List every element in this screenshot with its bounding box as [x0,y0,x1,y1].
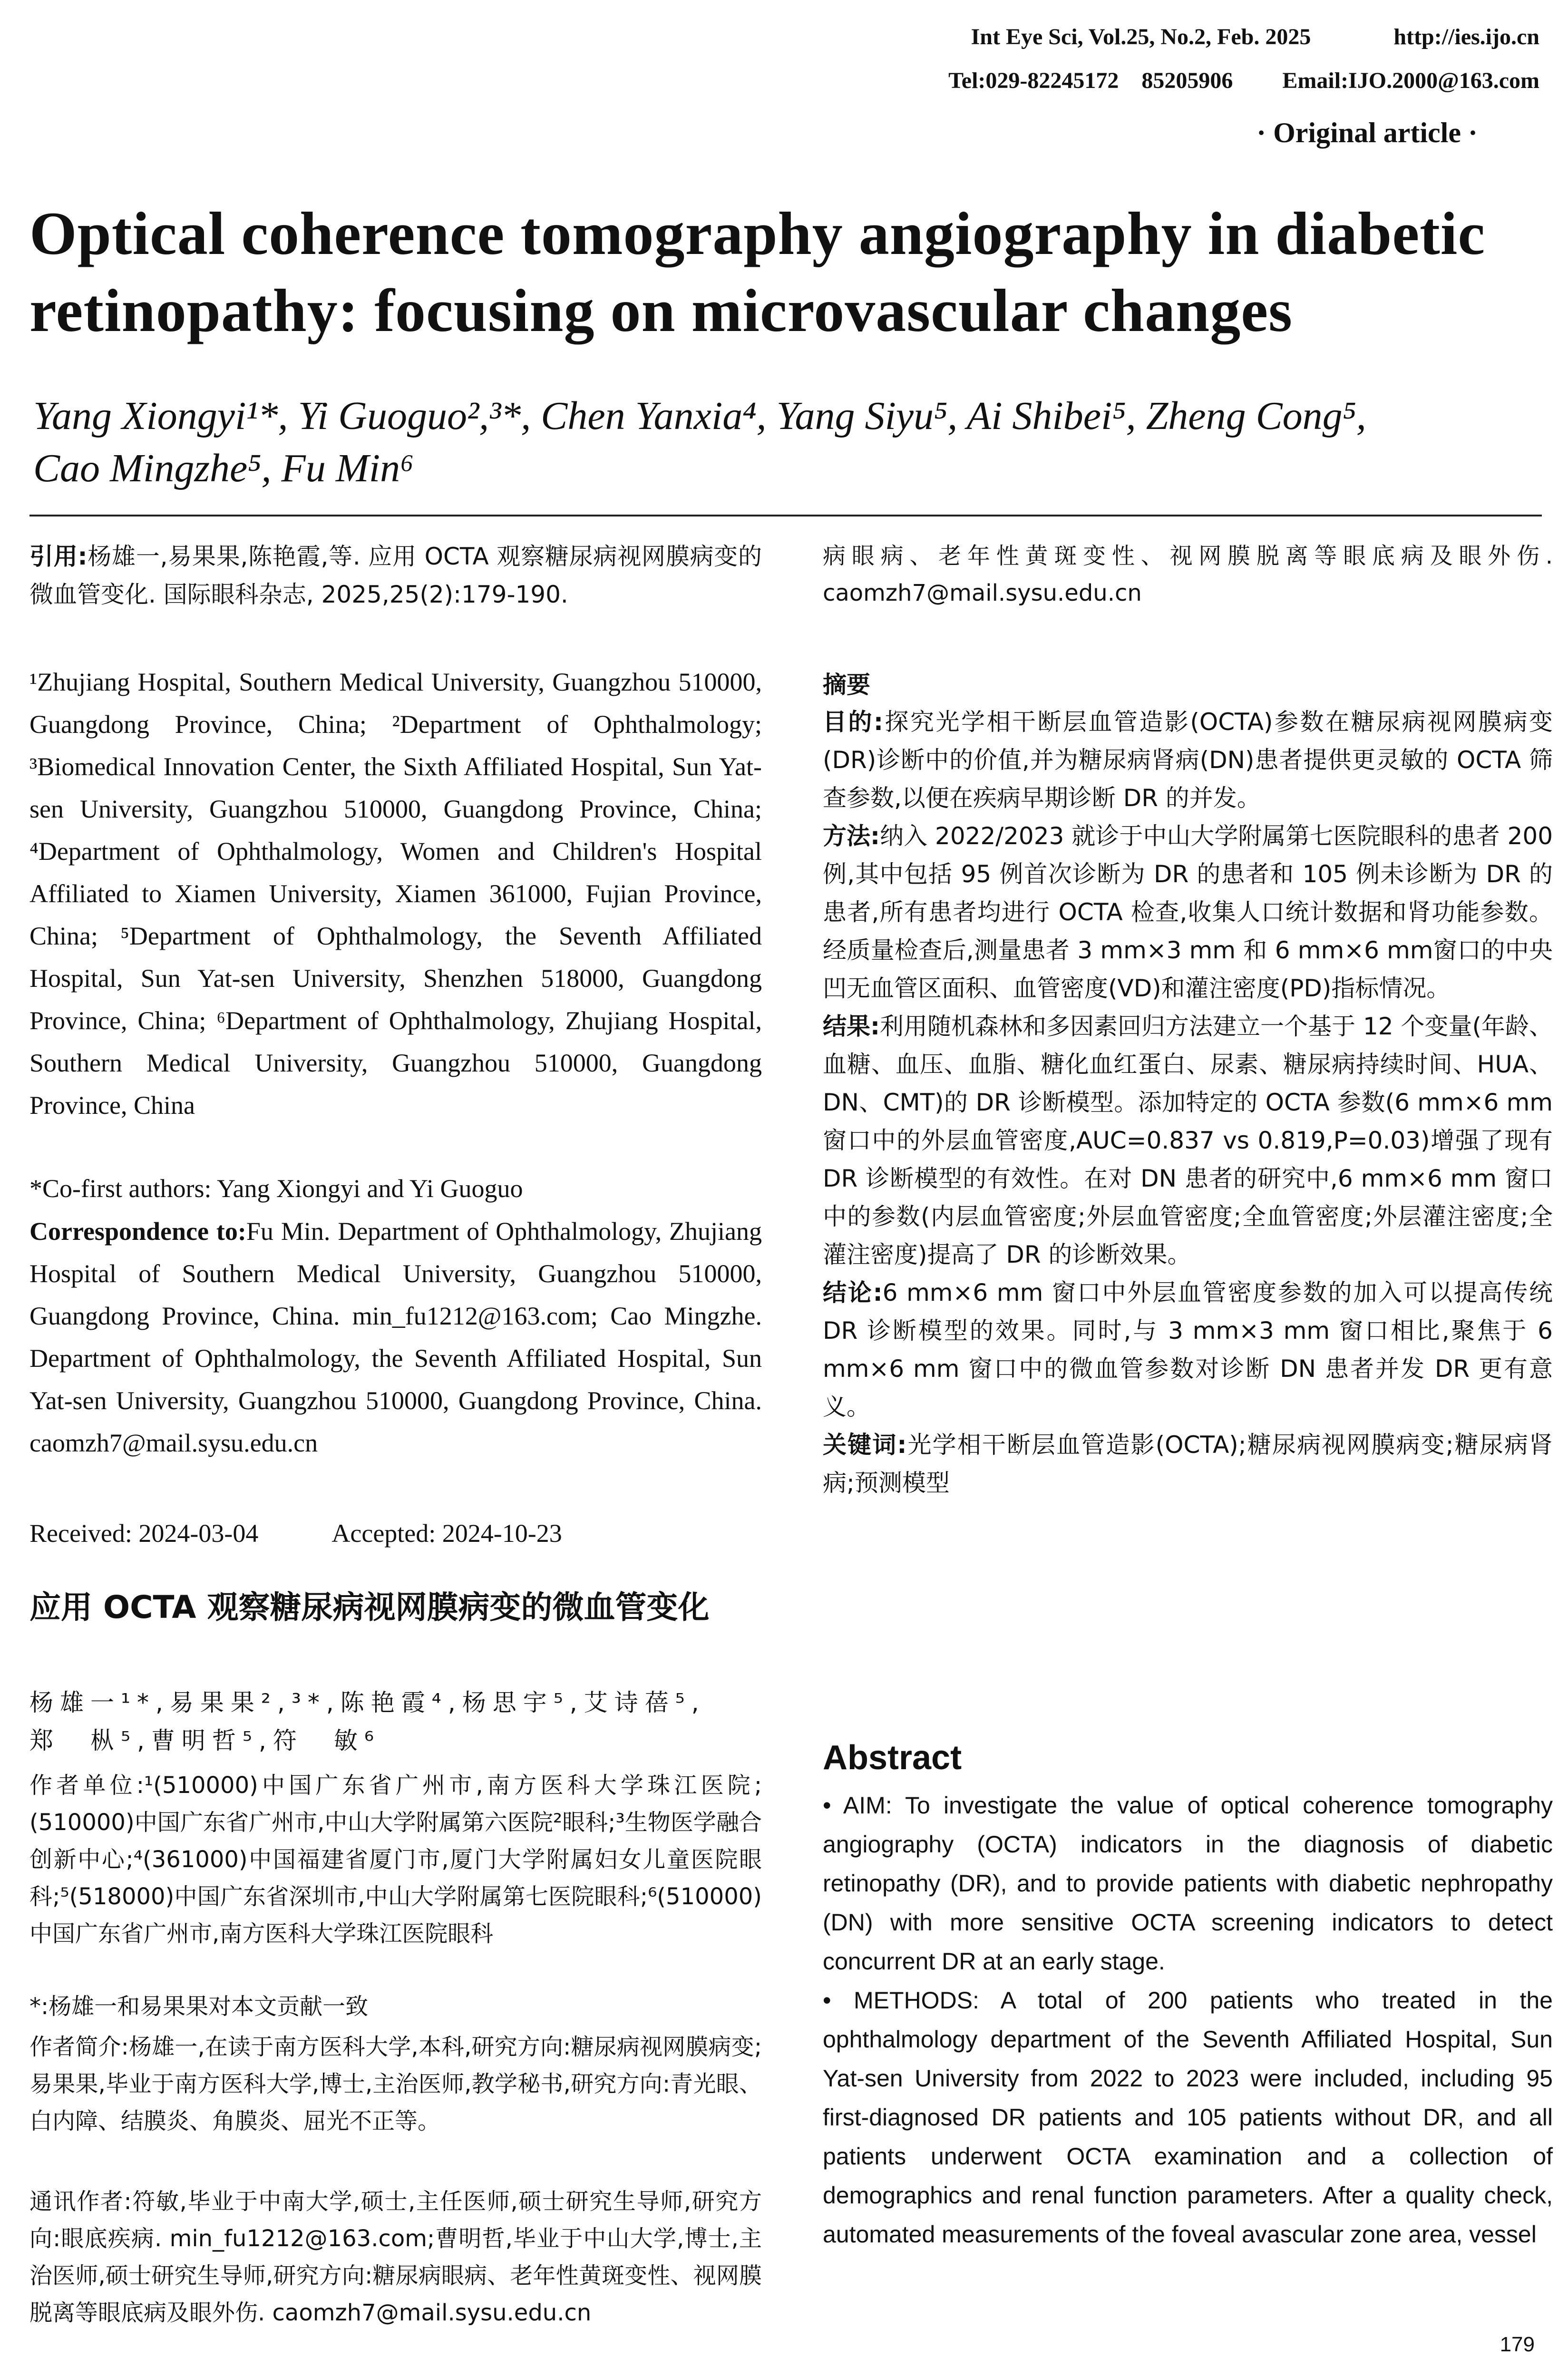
correspondence-text: Fu Min. Department of Ophthalmology, Zhujiang Hospital of Southern Medical University, Guangzhou 510000, Guangdong Province, China. min_fu1212@163.com; Cao Mingzhe. Department of Ophthalmology, the Seventh Affiliated Hospital, Sun Yat-sen University, Guangzhou 510000, Guangdong Province, China. caomzh7@mail.sysu.edu.cn [29,1217,762,1457]
journal-email[interactable]: Email:IJO.2000@163.com [1282,68,1539,93]
accepted-date: Accepted: 2024-10-23 [331,1519,562,1548]
zh-conclusion-text: 6 mm×6 mm 窗口中外层血管密度参数的加入可以提高传统 DR 诊断模型的效果。同时,与 3 mm×3 mm 窗口相比,聚焦于 6 mm×6 mm 窗口中的微血管参数对诊断 DN 患者并发 DR 更有意义。 [823,1279,1553,1421]
zh-results-label: 结果: [823,1013,880,1040]
article-title: Optical coherence tomography angiography in diabetic retinopathy: focusing on microvascular changes [29,200,1486,344]
zh-correspondence-cont [823,537,1553,616]
abstract-methods [823,1981,1553,2254]
zh-results [823,1007,1553,1274]
abstract-aim [823,1786,1553,1981]
zh-abstract-body [823,703,1553,1502]
correspondence-block [29,1210,762,1464]
abstract-heading: Abstract [823,1739,962,1777]
zh-keywords [823,1426,1553,1502]
zh-keywords-label: 关键词: [823,1431,907,1459]
title-divider [29,515,1542,516]
abstract-body [823,1786,1553,2254]
zh-conclusion-label: 结论: [823,1279,883,1306]
dates [29,1512,762,1555]
zh-methods [823,817,1553,1007]
zh-abstract-heading: 摘要 [823,671,870,699]
page-number: 179 [1500,2333,1535,2356]
zh-results-text: 利用随机森林和多因素回归方法建立一个基于 12 个变量(年龄、血糖、血压、血脂、糖化血红蛋白、尿素、糖尿病持续时间、HUA、DN、CMT)的 DR 诊断模型。添加特定的 OCTA 参数(6 mm×6 mm 窗口中的外层血管密度,AUC=0.837 vs 0.819,P=0.03)增强了现有 DR 诊断模型的有效性。在对 DN 患者的研究中,6 mm×6 mm 窗口中的参数(内层血管密度;外层血管密度;全血管密度;外层灌注密度;全灌注密度)提高了 DR 的诊断效果。 [823,1013,1553,1268]
zh-aim-label: 目的: [823,708,883,736]
correspondence-label: Correspondence to: [29,1217,246,1246]
author-list [33,390,1546,495]
abstract-aim-label: • AIM: [823,1792,892,1819]
zh-correspondence-tail: 病眼病、老年性黄斑变性、视网膜脱离等眼底病及眼外伤. caomzh7@mail.sysu.edu.cn [823,543,1553,606]
received-date: Received: 2024-03-04 [29,1519,259,1548]
affiliations: ¹Zhujiang Hospital, Southern Medical University, Guangzhou 510000, Guangdong Province, China; ²Department of Ophthalmology; ³Biomedical Innovation Center, the Sixth Affiliated Hospital, Sun Yat-sen University, Guangzhou 510000, Guangdong Province, China; ⁴Department of Ophthalmology, Women and Children's Hospital Affiliated to Xiamen University, Xiamen 361000, Fujian Province, China; ⁵Department of Ophthalmology, the Seventh Affiliated Hospital, Sun Yat-sen University, Shenzhen 518000, Guangdong Province, China; ⁶Department of Ophthalmology, Zhujiang Hospital, Southern Medical University, Guangzhou 510000, Guangdong Province, China [29,668,762,1120]
abstract-aim-text: To investigate the value of optical coherence tomography angiography (OCTA) indicators in the diagnosis of diabetic retinopathy (DR), and to provide patients with diabetic nephropathy (DN) with more sensitive OCTA screening indicators to detect concurrent DR at an early stage. [823,1792,1553,1975]
journal-citation: Int Eye Sci, Vol.25, No.2, Feb. 2025 [971,24,1311,49]
abstract-methods-text: A total of 200 patients who treated in the ophthalmology department of the Seventh Affiliated Hospital, Sun Yat-sen University from 2022 to 2023 were included, including 95 first-diagnosed DR patients and 105 patients without DR, and all patients underwent OCTA examination and a collection of demographics and renal function parameters. After a quality check, automated measurements of the foveal avascular zone area, vessel [823,1987,1553,2248]
zh-conclusion [823,1274,1553,1426]
zh-author-list [29,1684,762,1760]
zh-aim [823,703,1553,817]
zh-author-line-1: 杨雄一¹*,易果果²,³*,陈艳霞⁴,杨思宇⁵,艾诗蓓⁵, [29,1689,706,1716]
abstract-methods-label: • METHODS: [823,1987,979,2014]
zh-equal-contribution: *:杨雄一和易果果对本文贡献一致 [29,1993,369,2020]
zh-correspondence: 通讯作者:符敏,毕业于中南大学,硕士,主任医师,硕士研究生导师,研究方向:眼底疾病. min_fu1212@163.com;曹明哲,毕业于中山大学,博士,主治医师,硕士研究生导师,研究方向:糖尿病眼病、老年性黄斑变性、视网膜脱离等眼底病及眼外伤. caomzh7@mail.sysu.edu.cn [29,2188,762,2326]
citation-label: 引用: [29,543,88,570]
zh-methods-text: 纳入 2022/2023 就诊于中山大学附属第七医院眼科的患者 200 例,其中包括 95 例首次诊断为 DR 的患者和 105 例未诊断为 DR 的患者,所有患者均进行 OCTA 检查,收集人口统计数据和肾功能参数。经质量检查后,测量患者 3 mm×3 mm 和 6 mm×6 mm窗口的中央凹无血管区面积、血管密度(VD)和灌注密度(PD)指标情况。 [823,822,1553,1002]
zh-aim-text: 探究光学相干断层血管造影(OCTA)参数在糖尿病视网膜病变(DR)诊断中的价值,并为糖尿病肾病(DN)患者提供更灵敏的 OCTA 筛查参数,以便在疾病早期诊断 DR 的并发。 [823,708,1553,812]
section-label: · Original article · [1256,117,1478,148]
zh-author-bio: 作者简介:杨雄一,在读于南方医科大学,本科,研究方向:糖尿病视网膜病变;易果果,毕业于南方医科大学,博士,主治医师,教学秘书,研究方向:青光眼、白内障、结膜炎、角膜炎、屈光不正等。 [29,2034,762,2134]
journal-header-line1 [971,24,1539,50]
author-line-1: Yang Xiongyi¹*, Yi Guoguo²,³*, Chen Yanxia⁴, Yang Siyu⁵, Ai Shibei⁵, Zheng Cong⁵, [33,394,1366,438]
citation-block [29,537,762,614]
zh-units: 作者单位:¹(510000)中国广东省广州市,南方医科大学珠江医院;(510000)中国广东省广州市,中山大学附属第六医院²眼科;³生物医学融合创新中心;⁴(361000)中国福建省厦门市,厦门大学附属妇女儿童医院眼科;⁵(518000)中国广东省深圳市,中山大学附属第七医院眼科;⁶(510000)中国广东省广州市,南方医科大学珠江医院眼科 [29,1772,762,1947]
journal-url[interactable]: http://ies.ijo.cn [1393,24,1539,49]
citation-text: 杨雄一,易果果,陈艳霞,等. 应用 OCTA 观察糖尿病视网膜病变的微血管变化. 国际眼科杂志, 2025,25(2):179-190. [29,543,762,608]
cofirst-note: *Co-first authors: Yang Xiongyi and Yi Guoguo [29,1174,523,1203]
zh-author-line-2: 郑 枞⁵,曹明哲⁵,符 敏⁶ [29,1727,380,1754]
zh-methods-label: 方法: [823,822,880,850]
author-line-2: Cao Mingzhe⁵, Fu Min⁶ [33,446,414,490]
journal-header-line2 [948,62,1539,95]
zh-title: 应用 OCTA 观察糖尿病视网膜病变的微血管变化 [29,1589,710,1626]
zh-keywords-text: 光学相干断层血管造影(OCTA);糖尿病视网膜病变;糖尿病肾病;预测模型 [823,1431,1553,1497]
journal-tel: Tel:029-82245172 85205906 [948,68,1233,93]
